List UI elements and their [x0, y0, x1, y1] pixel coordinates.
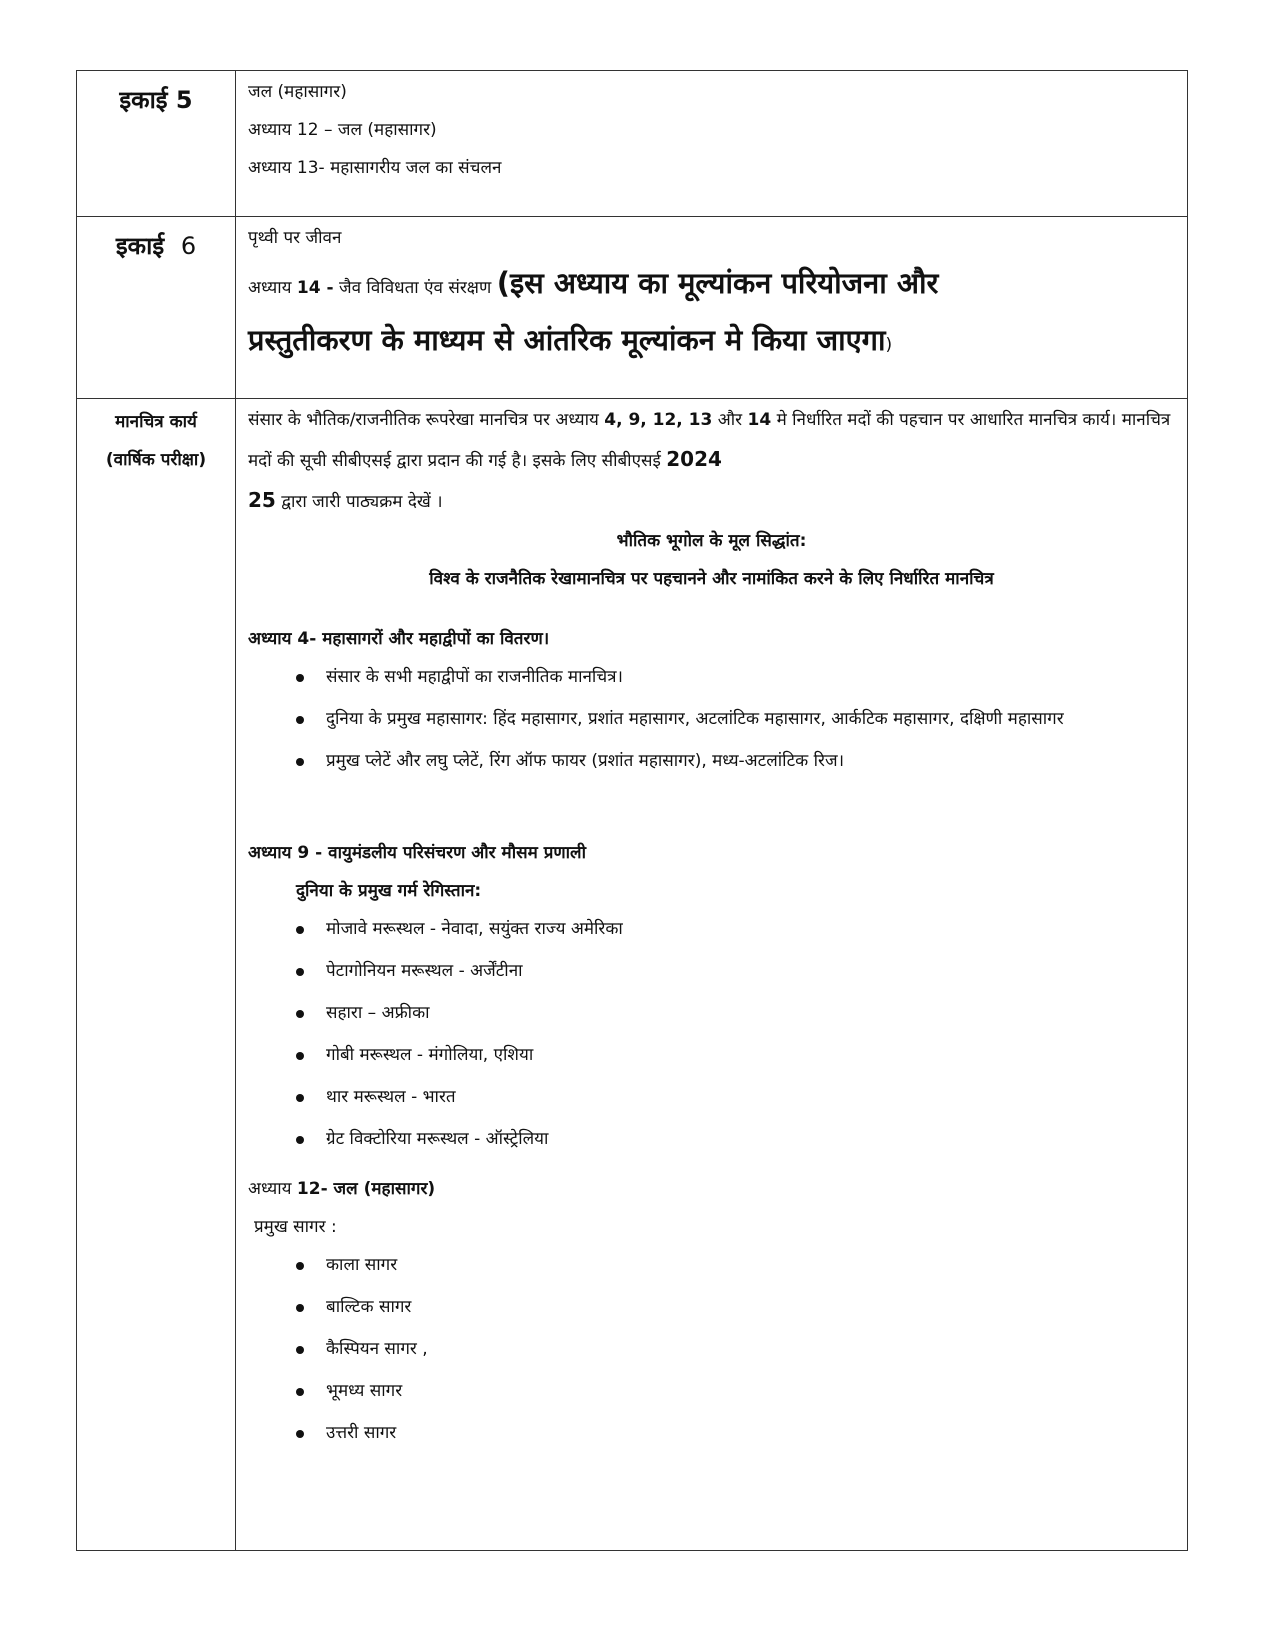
chapter13-line: अध्याय 13- महासागरीय जल का संचलन — [248, 158, 502, 178]
unit5-label: इकाई 5 — [119, 86, 193, 114]
unit5-title: जल (महासागर) — [248, 82, 347, 102]
mapwork-label-cell — [77, 399, 236, 1551]
list-item: मोजावे मरूस्थल - नेवादा, सयुंक्त राज्य अमेरिका — [292, 910, 1175, 949]
list-item: प्रमुख प्लेटें और लघु प्लेटें, रिंग ऑफ फायर (प्रशांत महासागर), मध्य-अटलांटिक रिज। — [292, 742, 1175, 781]
mapwork-row — [77, 399, 1188, 1551]
seas-subheading: प्रमुख सागर : — [254, 1217, 337, 1237]
chapter12-list — [248, 1246, 1175, 1453]
unit6-label: इकाई 6 — [115, 232, 197, 260]
section-subheading: विश्व के राजनैतिक रेखामानचित्र पर पहचानने और नामांकित करने के लिए निर्धारित मानचित्र — [429, 569, 994, 589]
list-item: गोबी मरूस्थल - मंगोलिया, एशिया — [292, 1036, 1175, 1075]
chapter14-note: (इस अध्याय का मूल्यांकन परियोजना और — [496, 266, 939, 300]
chapter14-note-cont: प्रस्तुतीकरण के माध्यम से आंतरिक मूल्यांकन मे किया जाएगा) — [248, 323, 893, 357]
list-item: दुनिया के प्रमुख महासागर: हिंद महासागर, प्रशांत महासागर, अटलांटिक महासागर, आर्कटिक महासागर, दक्षिणी महासागर — [292, 700, 1175, 739]
list-item: बाल्टिक सागर — [292, 1288, 1175, 1327]
list-item: थार मरूस्थल - भारत — [292, 1078, 1175, 1117]
chapter12-line: अध्याय 12 – जल (महासागर) — [248, 120, 437, 140]
unit5-row — [77, 71, 1188, 217]
list-item: पेटागोनियन मरूस्थल - अर्जेंटीना — [292, 952, 1175, 991]
chapter9-list — [248, 910, 1175, 1159]
list-item: काला सागर — [292, 1246, 1175, 1285]
chapter4-list — [248, 658, 1175, 781]
section-heading: भौतिक भूगोल के मूल सिद्धांत: — [616, 531, 807, 551]
chapter4-heading: अध्याय 4- महासागरों और महाद्वीपों का वितरण। — [248, 629, 550, 649]
unit5-content-cell — [236, 71, 1188, 217]
mapwork-label: मानचित्र कार्य (वार्षिक परीक्षा) — [105, 412, 207, 470]
list-item: संसार के सभी महाद्वीपों का राजनीतिक मानचित्र। — [292, 658, 1175, 697]
unit6-row — [77, 217, 1188, 399]
unit6-content-cell — [236, 217, 1188, 399]
chapter9-heading: अध्याय 9 - वायुमंडलीय परिसंचरण और मौसम प्रणाली — [248, 843, 586, 863]
mapwork-intro: संसार के भौतिक/राजनीतिक रूपरेखा मानचित्र पर अध्याय 4, 9, 12, 13 और 14 मे निर्धारित मदों की पहचान पर आधारित मानचित्र कार्य। मानचित्र मदों की सूची सीबीएसई द्वारा प्रदान की गई है। इसके लिए सीबीएसई 2024 25 द्वारा जारी पाठ्यक्रम देखें । — [248, 410, 1171, 512]
chapter12-heading: अध्याय 12- जल (महासागर) — [248, 1179, 436, 1199]
chapter14-line: अध्याय 14 - जैव विविधता एंव संरक्षण (इस अध्याय का मूल्यांकन परियोजना और — [248, 266, 939, 300]
unit6-title: पृथ्वी पर जीवन — [248, 228, 342, 248]
mapwork-content-cell — [236, 399, 1188, 1551]
list-item: कैस्पियन सागर , — [292, 1330, 1175, 1369]
list-item: उत्तरी सागर — [292, 1414, 1175, 1453]
list-item: सहारा – अफ्रीका — [292, 994, 1175, 1033]
syllabus-table — [76, 70, 1188, 1551]
deserts-subheading: दुनिया के प्रमुख गर्म रेगिस्तान: — [296, 881, 482, 901]
list-item: भूमध्य सागर — [292, 1372, 1175, 1411]
unit6-label-cell — [77, 217, 236, 399]
unit5-label-cell — [77, 71, 236, 217]
list-item: ग्रेट विक्टोरिया मरूस्थल - ऑस्ट्रेलिया — [292, 1120, 1175, 1159]
